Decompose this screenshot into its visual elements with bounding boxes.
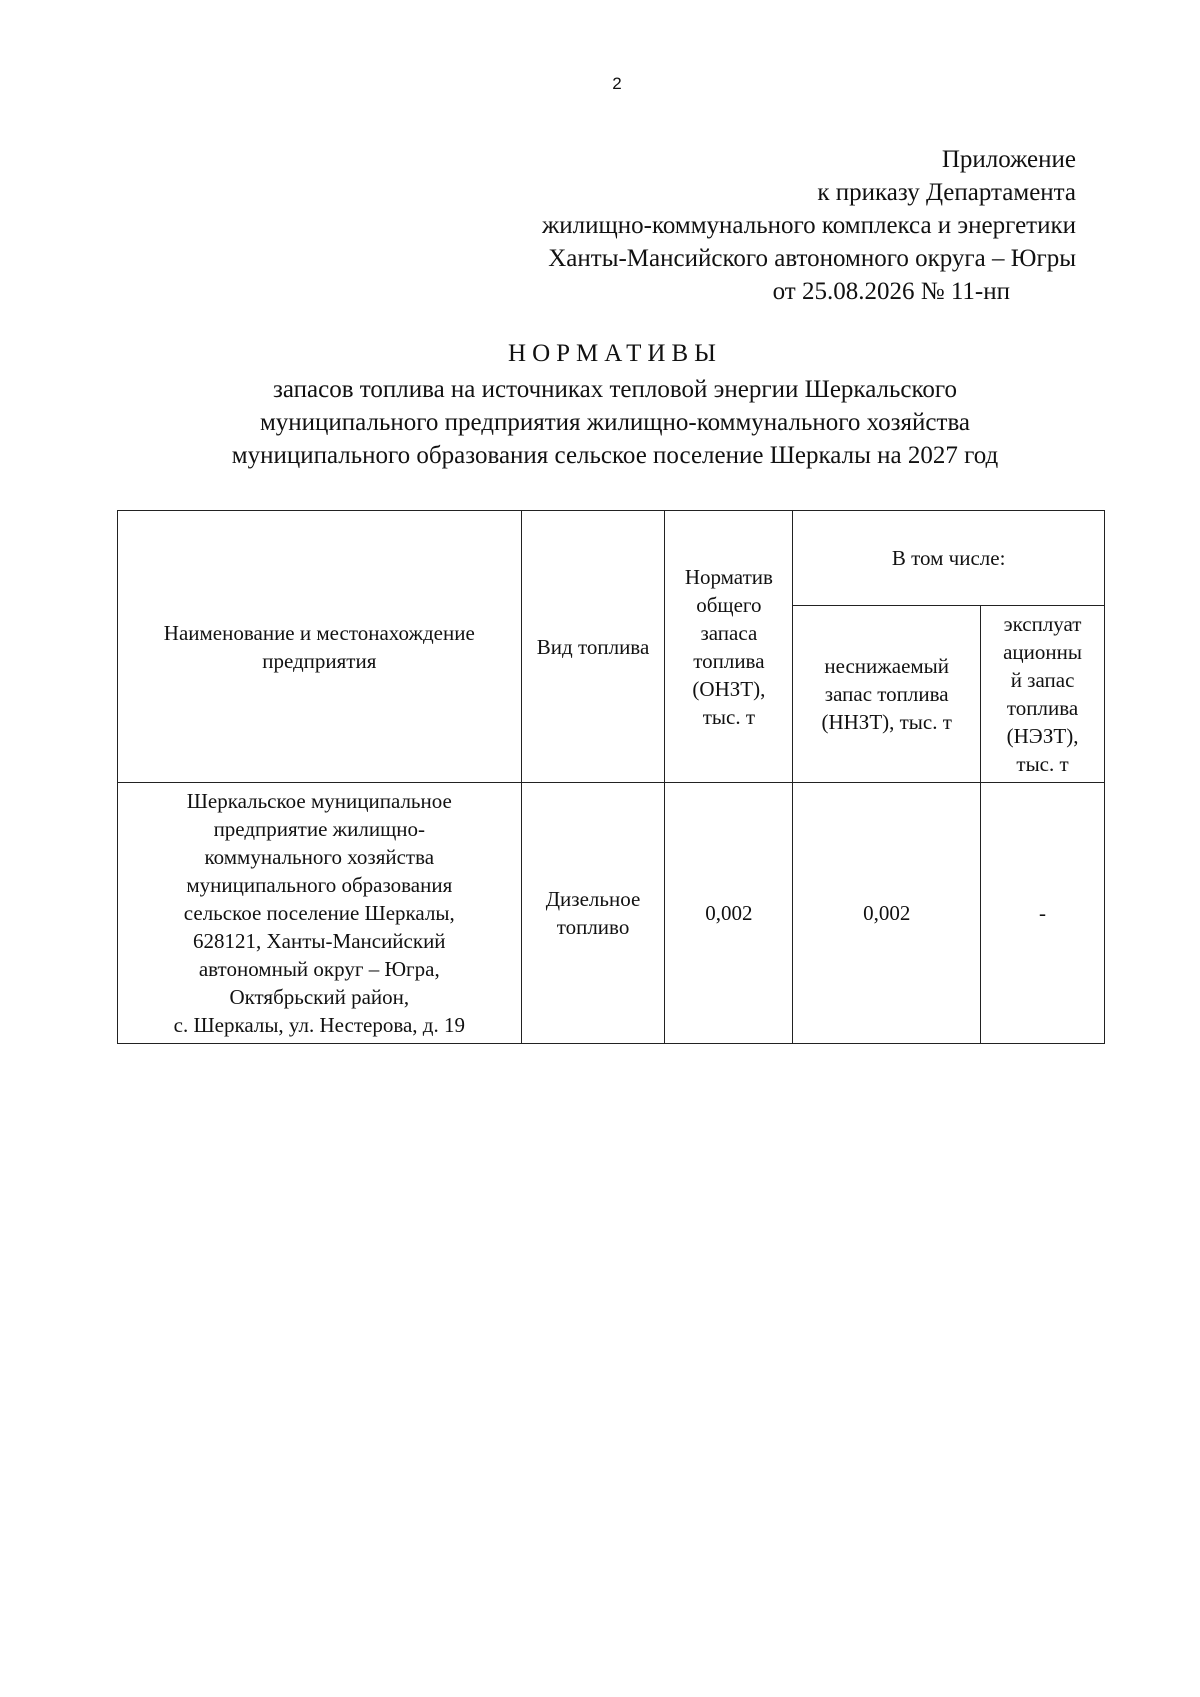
header-onzt: Норматив общего запаса топлива (ОНЗТ), тыс. т: [665, 511, 793, 783]
table-header-row: [118, 511, 1105, 606]
header-nezt-line: топлива: [1006, 696, 1079, 720]
appendix-line-2: к приказу Департамента: [817, 179, 1076, 206]
enterprise-name-line: коммунального хозяйства: [204, 845, 435, 869]
header-nezt-line: ационны: [1003, 640, 1082, 664]
header-nnzt: неснижаемый запас топлива (ННЗТ), тыс. т: [793, 606, 981, 783]
enterprise-name-line: сельское поселение Шеркалы,: [183, 901, 455, 925]
fuel-norms-table: [117, 510, 1105, 1044]
header-enterprise-name: Наименование и местонахождение предприятия: [118, 511, 522, 783]
page-number: 2: [612, 74, 622, 93]
enterprise-name-line: предприятие жилищно-: [213, 817, 426, 841]
enterprise-name-line: муниципального образования: [186, 873, 453, 897]
appendix-line-3: жилищно-коммунального комплекса и энергетики: [542, 212, 1076, 239]
cell-onzt: 0,002: [665, 783, 793, 1044]
table-row: [118, 783, 1105, 1044]
header-nezt-line: эксплуат: [1003, 612, 1082, 636]
header-including: В том числе:: [793, 511, 1105, 606]
appendix-date-line: от 25.08.2026 № 11-нп: [772, 278, 1010, 305]
header-nezt: [981, 606, 1105, 783]
header-nezt-line: тыс. т: [1016, 752, 1069, 776]
cell-enterprise-name: [118, 783, 522, 1044]
subtitle-line-1: запасов топлива на источниках тепловой энергии Шеркальского: [273, 376, 957, 403]
header-fuel-type: Вид топлива: [521, 511, 665, 783]
document-subtitle: [120, 373, 1110, 472]
enterprise-name-line: 628121, Ханты-Мансийский: [193, 929, 446, 953]
enterprise-name-line: Октябрьский район,: [229, 985, 410, 1009]
cell-nnzt: 0,002: [793, 783, 981, 1044]
subtitle-line-2: муниципального предприятия жилищно-коммунального хозяйства: [259, 409, 971, 436]
subtitle-line-3: муниципального образования сельское поселение Шеркалы на 2027 год: [231, 442, 999, 469]
appendix-line-4: Ханты-Мансийского автономного округа – Югры: [548, 245, 1076, 272]
document-title: НОРМАТИВЫ: [508, 340, 722, 367]
appendix-line-1: Приложение: [941, 146, 1076, 173]
enterprise-name-line: с. Шеркалы, ул. Нестерова, д. 19: [173, 1013, 465, 1037]
enterprise-name-line: автономный округ – Югра,: [198, 957, 440, 981]
header-nezt-line: й запас: [1010, 668, 1075, 692]
enterprise-name-line: Шеркальское муниципальное: [186, 789, 452, 813]
header-nezt-line: (НЭЗТ),: [1006, 724, 1079, 748]
cell-fuel-type: Дизельное топливо: [521, 783, 665, 1044]
cell-nezt: -: [981, 783, 1105, 1044]
appendix-header: [542, 143, 1076, 308]
